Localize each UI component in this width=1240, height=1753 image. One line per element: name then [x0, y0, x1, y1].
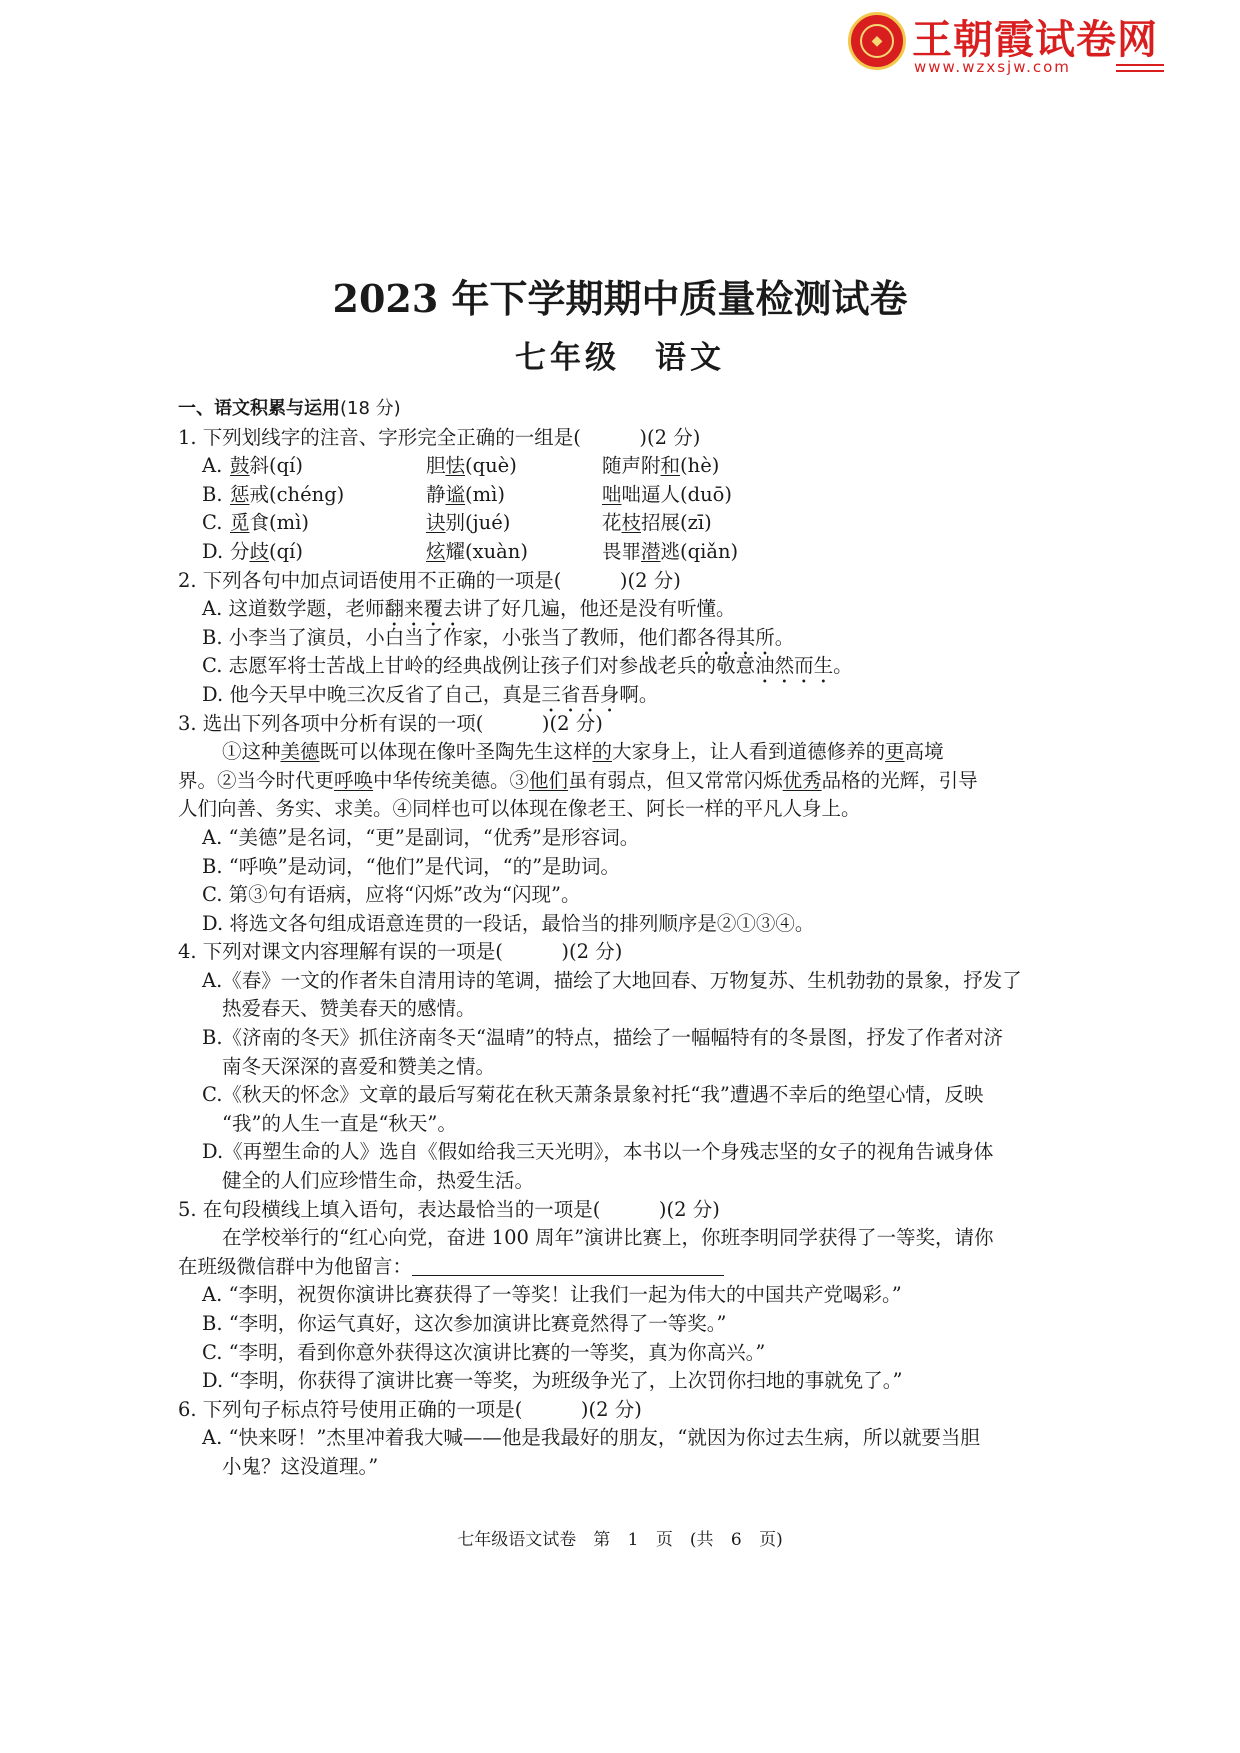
- logo-url: www.wzxsjw.com: [914, 58, 1071, 76]
- question-1-option: [178, 452, 1078, 481]
- option-word: 畏罪潜逃(qiǎn): [602, 539, 739, 563]
- page-footer: 七年级语文试卷 第 1 页 (共 6 页): [457, 1530, 783, 1550]
- question-1-stem: 1. 下列划线字的注音、字形完全正确的一组是( )(2 分): [178, 425, 701, 449]
- question-1-option: [178, 481, 1078, 510]
- question-3-option: D. 将选文各句组成语意连贯的一段话，最恰当的排列顺序是②①③④。: [202, 911, 815, 935]
- question-5-passage-line2: 在班级微信群中为他留言：: [178, 1253, 1078, 1282]
- logo-decor-lines: [1116, 64, 1164, 72]
- section-heading: 一、语文积累与运用(18 分): [178, 398, 401, 419]
- exam-subtitle: 七年级 语文: [515, 340, 725, 376]
- question-4-option-cont: 南冬天深深的喜爱和赞美之情。: [222, 1054, 496, 1078]
- option-word: 静谧(mì): [426, 482, 505, 506]
- option-label: D.: [202, 539, 224, 563]
- option-word: 诀别(jué): [426, 511, 511, 535]
- question-3-stem: 3. 选出下列各项中分析有误的一项( )(2 分): [178, 711, 603, 735]
- question-5-option: D. “李明，你获得了演讲比赛一等奖，为班级争光了，上次罚你扫地的事就免了。”: [202, 1369, 903, 1393]
- question-3-passage: [178, 738, 1078, 824]
- question-4-option: C.《秋天的怀念》文章的最后写菊花在秋天萧条景象衬托“我”遭遇不幸后的绝望心情，反映: [202, 1083, 984, 1107]
- option-label: B.: [202, 482, 223, 506]
- exam-content: [178, 395, 1078, 1482]
- question-5-option: A. “李明，祝贺你演讲比赛获得了一等奖！让我们一起为伟大的中国共产党喝彩。”: [202, 1283, 902, 1307]
- option-label: A.: [202, 454, 223, 478]
- question-4-option-cont: “我”的人生一直是“秋天”。: [222, 1111, 457, 1135]
- option-word: 分歧(qí): [230, 539, 303, 563]
- option-word: 花枝招展(zī): [602, 511, 712, 535]
- question-4-option: B.《济南的冬天》抓住济南冬天“温晴”的特点，描绘了一幅幅特有的冬景图，抒发了作者对济: [202, 1026, 1003, 1050]
- passage-line: 界。②当今时代更呼唤中华传统美德。③他们虽有弱点，但又常常闪烁优秀品格的光辉，引导: [178, 768, 978, 792]
- question-5-stem: 5. 在句段横线上填入语句，表达最恰当的一项是( )(2 分): [178, 1197, 720, 1221]
- question-6-option-a: A. “快来呀！”杰里冲着我大喊——他是我最好的朋友，“就因为你过去生病，所以就要当胆: [202, 1426, 980, 1450]
- question-2-option-b: B. 小李当了演员，小白当了作家，小张当了教师，他们都各得其所。: [202, 625, 795, 649]
- question-1-option: [178, 538, 1078, 567]
- logo-seal-icon: ◆: [848, 12, 906, 70]
- logo-name: 王朝霞试卷网: [912, 17, 1158, 63]
- option-word: 胆怯(què): [426, 454, 517, 478]
- option-word: 惩戒(chéng): [230, 482, 345, 506]
- question-3-option: A. “美德”是名词，“更”是副词，“优秀”是形容词。: [202, 825, 640, 849]
- question-6-stem: 6. 下列句子标点符号使用正确的一项是( )(2 分): [178, 1397, 642, 1421]
- option-word: 鼓斜(qí): [230, 454, 303, 478]
- question-2-option-c: C. 志愿军将士苦战上甘岭的经典战例让孩子们对参战老兵的敬意油然而生。: [202, 654, 853, 678]
- passage-line: 人们向善、务实、求美。④同样也可以体现在像老王、阿长一样的平凡人身上。: [178, 797, 861, 821]
- site-logo: [848, 8, 1168, 78]
- question-3-option: B. “呼唤”是动词，“他们”是代词，“的”是助词。: [202, 854, 621, 878]
- option-label: C.: [202, 511, 223, 535]
- option-word: 咄咄逼人(duō): [602, 482, 733, 506]
- question-5-options: [178, 1281, 1078, 1395]
- answer-blank: [412, 1257, 724, 1276]
- question-4-stem: 4. 下列对课文内容理解有误的一项是( )(2 分): [178, 940, 623, 964]
- option-word: 炫耀(xuàn): [426, 539, 528, 563]
- question-4-options: [178, 967, 1078, 1196]
- question-4-option: D.《再塑生命的人》选自《假如给我三天光明》，本书以一个身残志坚的女子的视角告诫身体: [202, 1140, 994, 1164]
- question-4-option-cont: 热爱春天、赞美春天的感情。: [222, 997, 476, 1021]
- question-1-option: [178, 509, 1078, 538]
- question-5-option: B. “李明，你运气真好，这次参加演讲比赛竟然得了一等奖。”: [202, 1312, 727, 1335]
- option-word: 随声附和(hè): [602, 454, 720, 478]
- question-1-options: [178, 452, 1078, 566]
- passage-line: ①这种美德既可以体现在像叶圣陶先生这样的大家身上，让人看到道德修养的更高境: [222, 740, 944, 764]
- question-5-option: C. “李明，看到你意外获得这次演讲比赛的一等奖，真为你高兴。”: [202, 1340, 766, 1364]
- question-2-option-a: A. 这道数学题，老师翻来覆去讲了好几遍，他还是没有听懂。: [202, 597, 736, 621]
- question-4-option: A.《春》一文的作者朱自清用诗的笔调，描绘了大地回春、万物复苏、生机勃勃的景象，抒发了: [202, 968, 1022, 992]
- question-4-option-cont: 健全的人们应珍惜生命，热爱生活。: [222, 1169, 535, 1193]
- question-6-option-a-cont: 小鬼？这没道理。”: [222, 1454, 379, 1478]
- question-2-option-d: D. 他今天早中晚三次反省了自己，真是三省吾身啊。: [202, 682, 659, 706]
- exam-title: 2023 年下学期期中质量检测试卷: [332, 276, 908, 321]
- question-5-passage: 在学校举行的“红心向党，奋进 100 周年”演讲比赛上，你班李明同学获得了一等奖，请你: [222, 1226, 994, 1250]
- option-word: 觅食(mì): [230, 511, 309, 535]
- question-3-options: [178, 824, 1078, 938]
- question-2-stem: 2. 下列各句中加点词语使用不正确的一项是( )(2 分): [178, 568, 681, 592]
- question-3-option: C. 第③句有语病，应将“闪烁”改为“闪现”。: [202, 883, 581, 907]
